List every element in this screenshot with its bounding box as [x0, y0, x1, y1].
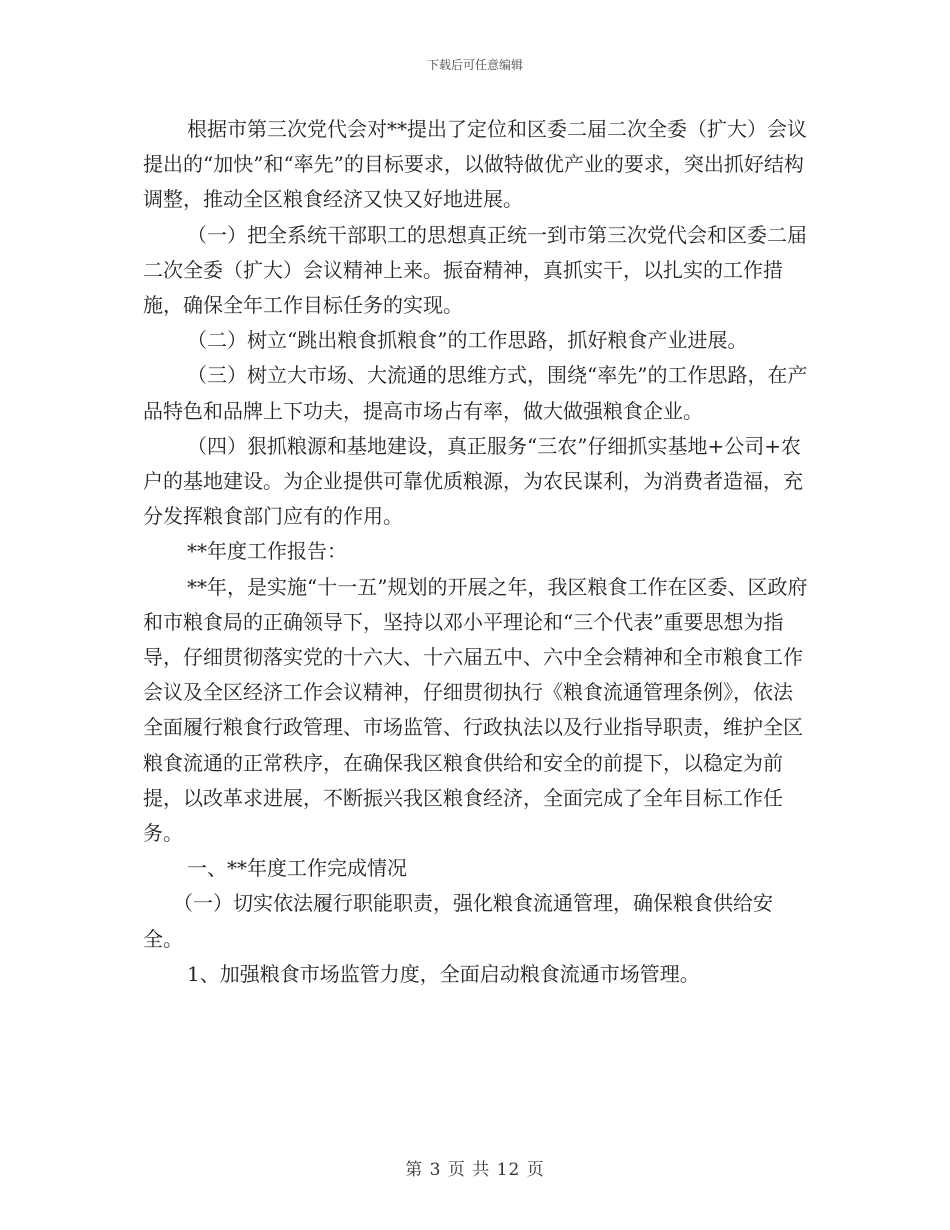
- paragraph-5: （四）狠抓粮源和基地建设，真正服务“三农”仔细抓实基地+公司+农户的基地建设。为企业提供可靠优质粮源，为农民谋利，为消费者造福，充分发挥粮食部门应有的作用。: [143, 433, 803, 529]
- paragraph-7: **年，是实施“十一五”规划的开展之年，我区粮食工作在区委、区政府和市粮食局的正确领导下，坚持以邓小平理论和“三个代表”重要思想为指导，仔细贯彻落实党的十六大、十六届五中、六中全会精神和全市粮食工作会议及全区经济工作会议精神，仔细贯彻执行《粮食流通管理条例》，依法全面履行粮食行政管理、市场监管、行政执法以及行业指导职责，维护全区粮食流通的正常秩序，在确保我区粮食供给和安全的前提下，以稳定为前提，以改革求进展，不断振兴我区粮食经济，全面完成了全年目标工作任务。: [143, 574, 808, 846]
- paragraph-2: （一）把全系统干部职工的思想真正统一到市第三次党代会和区委二届二次全委（扩大）会议精神上来。振奋精神，真抓实干，以扎实的工作措施，确保全年工作目标任务的实现。: [143, 222, 807, 318]
- page-footer: 第 3 页 共 12 页: [405, 1160, 545, 1180]
- paragraph-4: （三）树立大市场、大流通的思维方式，围绕“率先”的工作思路，在产品特色和品牌上下功夫，提高市场占有率，做大做强粮食企业。: [143, 363, 808, 423]
- paragraph-10: 1、加强粮食市场监管力度，全面启动粮食流通市场管理。: [187, 961, 700, 986]
- paragraph-6: **年度工作报告：: [187, 539, 347, 564]
- paragraph-3: （二）树立“跳出粮食抓粮食”的工作思路，抓好粮食产业进展。: [187, 328, 748, 353]
- section-heading: 一、**年度工作完成情况: [187, 856, 407, 881]
- paragraph-9: （一）切实依法履行职能职责，强化粮食流通管理，确保粮食供给安全。: [143, 891, 773, 951]
- page-header: 下载后可任意编辑: [426, 58, 523, 72]
- paragraph-1: 根据市第三次党代会对**提出了定位和区委二届二次全委（扩大）会议提出的“加快”和“率先”的目标要求，以做特做优产业的要求，突出抓好结构调整，推动全区粮食经济又快又好地进展。: [143, 117, 807, 212]
- document-body: [143, 112, 811, 992]
